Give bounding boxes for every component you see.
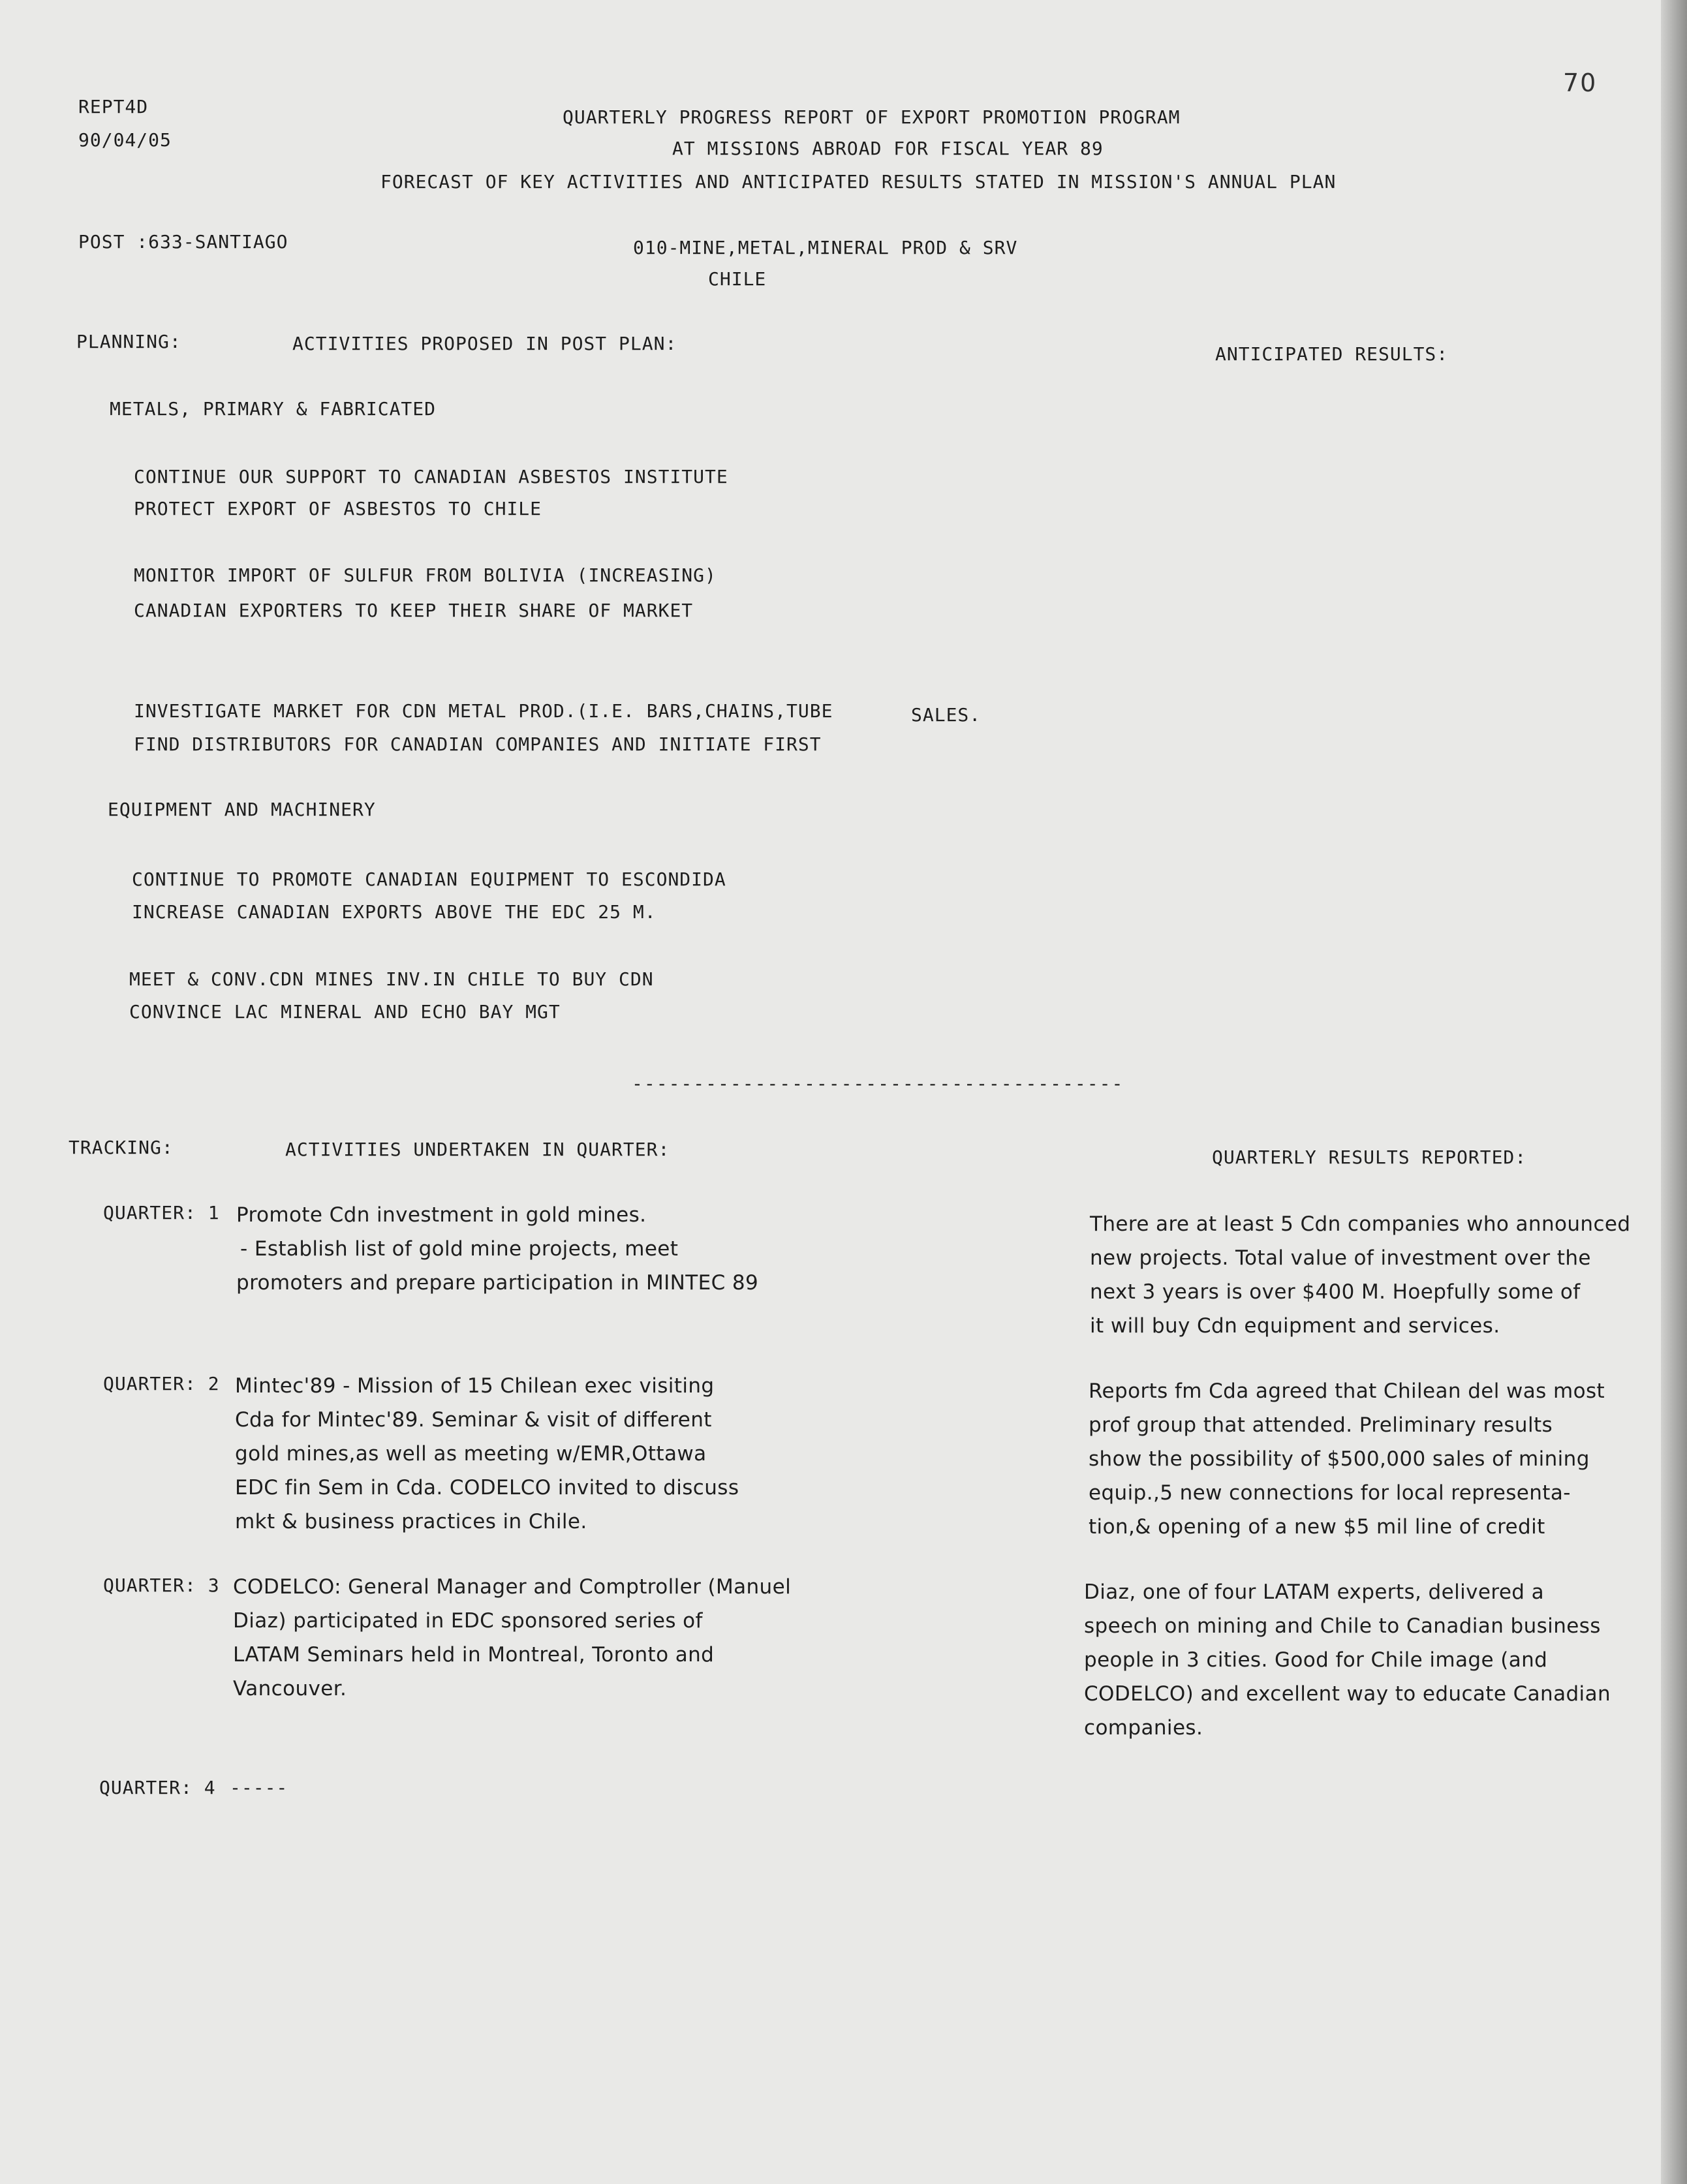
activity-line: MEET & CONV.CDN MINES INV.IN CHILE TO BUY CDN [129, 968, 654, 990]
quarter-results [1084, 1575, 1611, 1745]
quarter-results [1090, 1207, 1630, 1343]
quarter-result-line: people in 3 cities. Good for Chile image (and [1084, 1648, 1548, 1672]
activity-line: CONVINCE LAC MINERAL AND ECHO BAY MGT [129, 1001, 561, 1023]
quarter-label: QUARTER: 1 [103, 1202, 220, 1223]
report-title-line-2: AT MISSIONS ABROAD FOR FISCAL YEAR 89 [672, 138, 1104, 159]
tracking-activities-heading: ACTIVITIES UNDERTAKEN IN QUARTER: [285, 1139, 670, 1160]
country-name: CHILE [708, 268, 767, 290]
section-title-metals: METALS, PRIMARY & FABRICATED [110, 398, 437, 420]
activity-line: MONITOR IMPORT OF SULFUR FROM BOLIVIA (INCREASING) [134, 564, 717, 586]
section-title-equipment: EQUIPMENT AND MACHINERY [108, 799, 376, 820]
quarter-activity-line: Mintec'89 - Mission of 15 Chilean exec visiting [235, 1374, 715, 1398]
quarter-label: QUARTER: 3 [103, 1575, 220, 1596]
quarter-results [1089, 1374, 1605, 1544]
planning-label: PLANNING: [76, 331, 181, 352]
post-identifier: POST :633-SANTIAGO [78, 231, 288, 253]
quarter-activity-line: gold mines,as well as meeting w/EMR,Ottawa [235, 1442, 707, 1466]
quarterly-results-heading: QUARTERLY RESULTS REPORTED: [1212, 1146, 1527, 1168]
quarter-activity-line: Promote Cdn investment in gold mines. [236, 1203, 647, 1227]
section-divider: ---------------------------------------- [632, 1073, 1124, 1094]
anticipated-result-sales: SALES. [911, 704, 982, 726]
quarter-activities [233, 1570, 791, 1706]
quarter-result-line: it will buy Cdn equipment and services. [1090, 1314, 1500, 1338]
page-edge-shadow [1661, 0, 1687, 2184]
quarter-result-line: new projects. Total value of investment over the [1090, 1246, 1591, 1270]
quarter-result-line: tion,& opening of a new $5 mil line of credit [1089, 1515, 1545, 1539]
activity-line: CONTINUE TO PROMOTE CANADIAN EQUIPMENT TO ESCONDIDA [132, 869, 726, 890]
quarter-activity-line: ----- [230, 1777, 288, 1798]
quarter-result-line: equip.,5 new connections for local representa- [1089, 1481, 1571, 1505]
quarter-activity-line: promoters and prepare participation in MINTEC 89 [236, 1271, 759, 1295]
anticipated-results-heading: ANTICIPATED RESULTS: [1215, 343, 1449, 365]
quarter-activity-line: LATAM Seminars held in Montreal, Toronto and [233, 1643, 715, 1667]
quarter-result-line: CODELCO) and excellent way to educate Canadian [1084, 1682, 1611, 1706]
quarter-result-line: speech on mining and Chile to Canadian business [1084, 1614, 1601, 1638]
page-number: 70 [1563, 69, 1598, 97]
quarter-result-line: prof group that attended. Preliminary results [1089, 1413, 1553, 1437]
report-title-line-1: QUARTERLY PROGRESS REPORT OF EXPORT PROMOTION PROGRAM [563, 106, 1181, 128]
quarter-result-line: companies. [1084, 1716, 1203, 1740]
sector-code: 010-MINE,METAL,MINERAL PROD & SRV [633, 237, 1018, 258]
activity-line: INCREASE CANADIAN EXPORTS ABOVE THE EDC 25 M. [132, 901, 657, 923]
report-title-line-3: FORECAST OF KEY ACTIVITIES AND ANTICIPATED RESULTS STATED IN MISSION'S ANNUAL PLAN [380, 171, 1337, 192]
activity-line: PROTECT EXPORT OF ASBESTOS TO CHILE [134, 498, 542, 519]
activity-line: INVESTIGATE MARKET FOR CDN METAL PROD.(I.E. BARS,CHAINS,TUBE [134, 700, 833, 722]
quarter-activities [235, 1369, 739, 1539]
quarter-result-line: next 3 years is over $400 M. Hoepfully some of [1090, 1280, 1581, 1304]
quarter-activity-line: - Establish list of gold mine projects, meet [240, 1237, 679, 1261]
quarter-activity-line: CODELCO: General Manager and Comptroller (Manuel [233, 1575, 792, 1599]
report-date: 90/04/05 [78, 129, 172, 151]
quarter-label: QUARTER: 4 [99, 1777, 216, 1798]
tracking-label: TRACKING: [69, 1137, 174, 1158]
activity-line: FIND DISTRIBUTORS FOR CANADIAN COMPANIES AND INITIATE FIRST [134, 733, 822, 755]
quarter-label: QUARTER: 2 [103, 1373, 220, 1394]
quarter-result-line: Diaz, one of four LATAM experts, delivered a [1084, 1580, 1545, 1604]
planning-activities-heading: ACTIVITIES PROPOSED IN POST PLAN: [292, 333, 677, 354]
report-id: REPT4D [78, 96, 149, 117]
quarter-activities [236, 1198, 758, 1300]
quarter-activity-line: Diaz) participated in EDC sponsored series of [233, 1609, 703, 1633]
quarter-result-line: Reports fm Cda agreed that Chilean del was most [1089, 1379, 1605, 1403]
activity-line: CONTINUE OUR SUPPORT TO CANADIAN ASBESTOS INSTITUTE [134, 466, 728, 487]
quarter-result-line: There are at least 5 Cdn companies who announced [1090, 1212, 1631, 1236]
quarter-activity-line: mkt & business practices in Chile. [235, 1510, 587, 1533]
quarter-activity-line: Vancouver. [233, 1677, 347, 1700]
activity-line: CANADIAN EXPORTERS TO KEEP THEIR SHARE OF MARKET [134, 600, 694, 621]
quarter-activity-line: EDC fin Sem in Cda. CODELCO invited to discuss [235, 1476, 739, 1500]
quarter-activity-line: Cda for Mintec'89. Seminar & visit of different [235, 1408, 712, 1432]
quarter-result-line: show the possibility of $500,000 sales of mining [1089, 1447, 1590, 1471]
